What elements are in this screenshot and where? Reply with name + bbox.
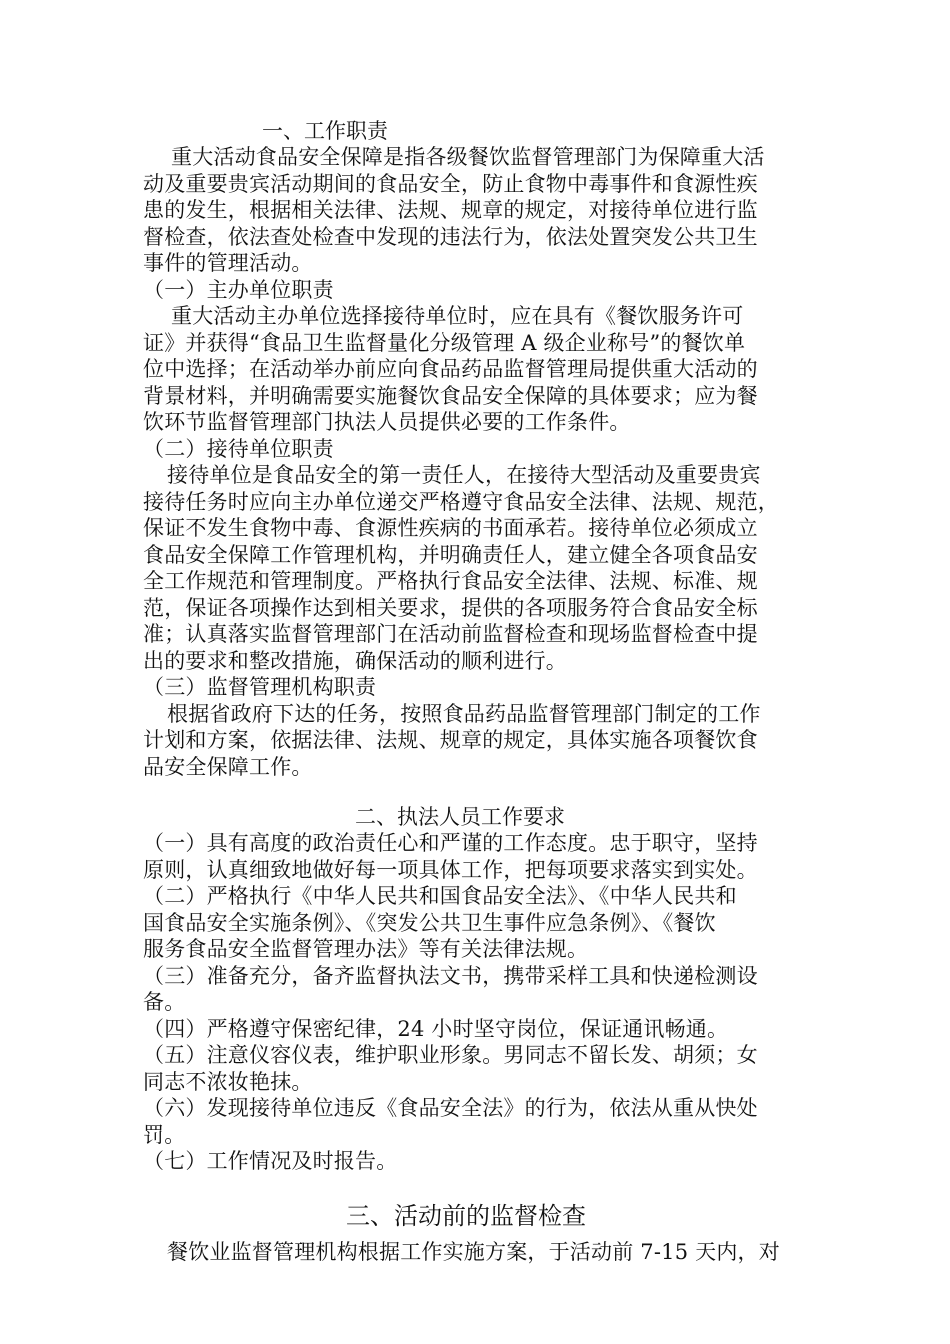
paragraph-line: 出的要求和整改措施，确保活动的顺利进行。 bbox=[143, 648, 567, 673]
section-2-heading: 二、执法人员工作要求 bbox=[355, 805, 565, 829]
paragraph-line: 证》并获得“食品卫生监督量化分级管理 A 级企业称号”的餐饮单 bbox=[143, 330, 746, 355]
paragraph-line: 餐饮业监督管理机构根据工作实施方案，于活动前 7-15 天内，对 bbox=[167, 1239, 780, 1264]
list-item-line: 同志不浓妆艳抹。 bbox=[143, 1069, 313, 1094]
paragraph-line: 保证不发生食物中毒、食源性疾病的书面承若。接待单位必须成立 bbox=[143, 516, 758, 540]
subsection-title: （三）监督管理机构职责 bbox=[143, 675, 377, 699]
paragraph-line: 品安全保障工作。 bbox=[143, 754, 313, 779]
paragraph-line: 督检查，依法查处检查中发现的违法行为，依法处置突发公共卫生 bbox=[143, 224, 758, 249]
paragraph-line: 接待任务时应向主办单位递交严格遵守食品安全法律、法规、规范， bbox=[143, 489, 779, 514]
paragraph-line: 动及重要贵宾活动期间的食品安全，防止食物中毒事件和食源性疾 bbox=[143, 171, 758, 196]
subsection-supervision bbox=[143, 674, 819, 780]
subsection-title: （二）接待单位职责 bbox=[143, 436, 334, 461]
paragraph-line: 背景材料，并明确需要实施餐饮食品安全保障的具体要求；应为餐 bbox=[143, 383, 758, 408]
paragraph-line: 全工作规范和管理制度。严格执行食品安全法律、法规、标准、规 bbox=[143, 569, 758, 593]
list-item-line: 原则，认真细致地做好每一项具体工作，把每项要求落实到实处。 bbox=[143, 857, 758, 882]
paragraph-line: 计划和方案，依据法律、法规、规章的规定，具体实施各项餐饮食 bbox=[143, 728, 758, 752]
section-3-heading: 三、活动前的监督检查 bbox=[346, 1201, 586, 1230]
list-item-line: （一）具有高度的政治责任心和严谨的工作态度。忠于职守，坚持 bbox=[143, 831, 758, 855]
list-item-line: 服务食品安全监督管理办法》等有关法律法规。 bbox=[143, 937, 589, 961]
list-item-line: （六）发现接待单位违反《食品安全法》的行为，依法从重从快处 bbox=[143, 1096, 758, 1120]
paragraph-line: 重大活动食品安全保障是指各级餐饮监督管理部门为保障重大活 bbox=[171, 145, 765, 169]
section-1-intro bbox=[143, 144, 819, 277]
list-item-line: （四）严格遵守保密纪律，24 小时坚守岗位，保证通讯畅通。 bbox=[143, 1016, 729, 1041]
paragraph-line: 准；认真落实监督管理部门在活动前监督检查和现场监督检查中提 bbox=[143, 622, 758, 646]
list-item-line: （七）工作情况及时报告。 bbox=[143, 1149, 398, 1173]
list-item-line: 罚。 bbox=[143, 1122, 186, 1147]
subsection-title: （一）主办单位职责 bbox=[143, 277, 334, 302]
section-3-body bbox=[143, 1239, 819, 1266]
list-item-line: 备。 bbox=[143, 990, 186, 1014]
section-2-list bbox=[143, 830, 819, 1175]
section-1-heading: 一、工作职责 bbox=[262, 119, 388, 143]
paragraph-line: 饮环节监督管理部门执法人员提供必要的工作条件。 bbox=[143, 410, 631, 434]
list-item-line: （五）注意仪容仪表，维护职业形象。男同志不留长发、胡须；女 bbox=[143, 1043, 758, 1067]
subsection-organizer bbox=[143, 277, 819, 436]
list-item-line: 国食品安全实施条例》、《突发公共卫生事件应急条例》、《餐饮 bbox=[143, 910, 716, 935]
paragraph-line: 根据省政府下达的任务，按照食品药品监督管理部门制定的工作 bbox=[167, 701, 761, 726]
paragraph-line: 位中选择；在活动举办前应向食品药品监督管理局提供重大活动的 bbox=[143, 357, 758, 381]
paragraph-line: 范，保证各项操作达到相关要求，提供的各项服务符合食品安全标 bbox=[143, 595, 758, 620]
list-item-line: （二）严格执行《中华人民共和国食品安全法》、《中华人民共和 bbox=[143, 884, 737, 908]
paragraph-line: 重大活动主办单位选择接待单位时，应在具有《餐饮服务许可 bbox=[171, 304, 744, 328]
paragraph-line: 食品安全保障工作管理机构，并明确责任人，建立健全各项食品安 bbox=[143, 542, 758, 567]
paragraph-line: 接待单位是食品安全的第一责任人，在接待大型活动及重要贵宾 bbox=[167, 463, 761, 487]
paragraph-line: 患的发生，根据相关法律、法规、规章的规定，对接待单位进行监 bbox=[143, 198, 758, 222]
subsection-host bbox=[143, 436, 819, 675]
document-page bbox=[143, 118, 819, 1265]
paragraph-line: 事件的管理活动。 bbox=[143, 251, 313, 275]
list-item-line: （三）准备充分，备齐监督执法文书，携带采样工具和快递检测设 bbox=[143, 963, 758, 988]
